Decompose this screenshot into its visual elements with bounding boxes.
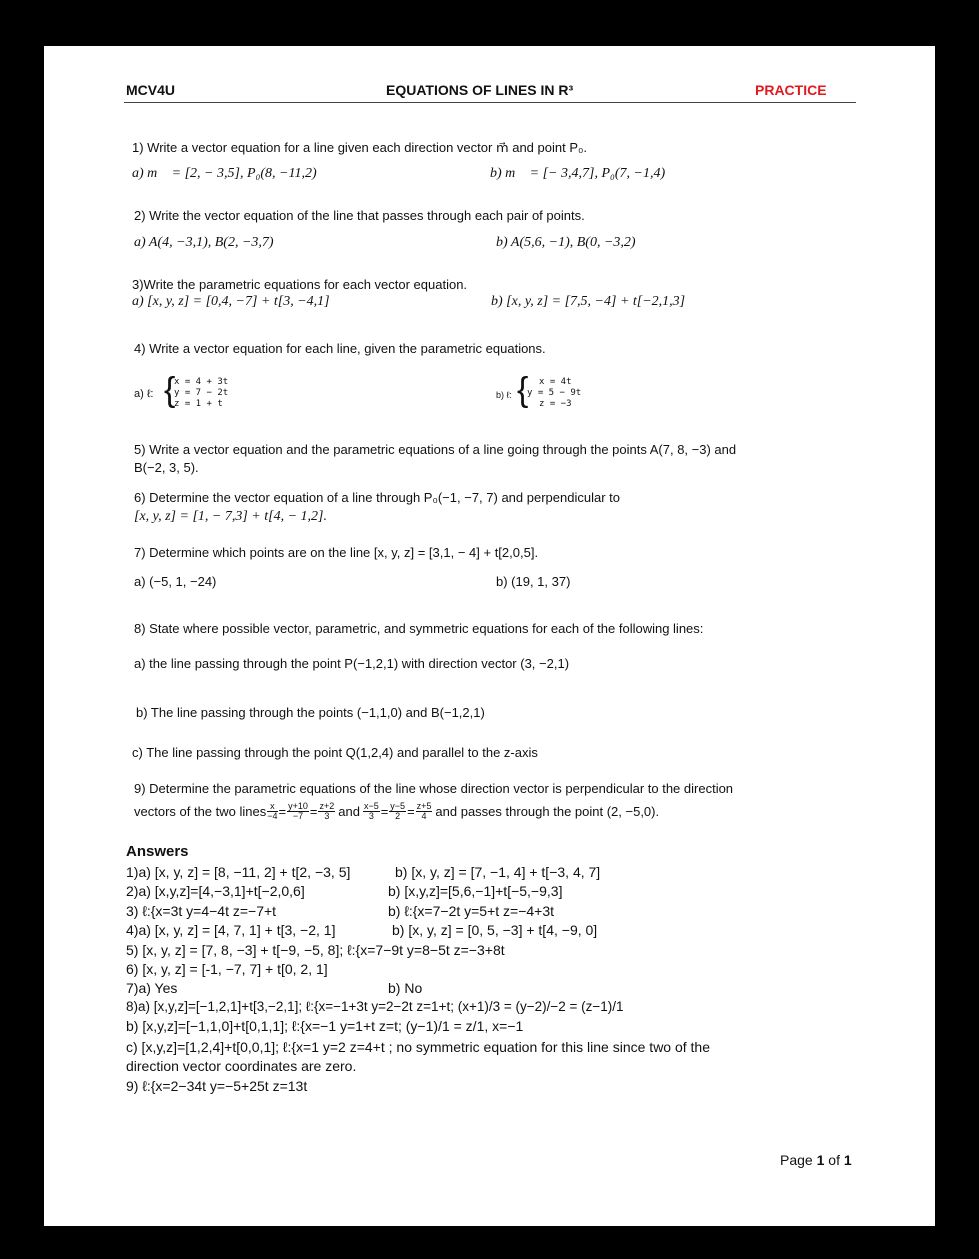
equals-sign: = <box>407 804 415 819</box>
denominator: 4 <box>421 811 427 821</box>
question-8-prompt: 8) State where possible vector, parametric, and symmetric equations for each of the following lines: <box>134 621 704 636</box>
question-8c: c) The line passing through the point Q(1,2,4) and parallel to the z-axis <box>132 745 538 760</box>
page-prefix: Page <box>780 1152 817 1168</box>
equation-line: y = 7 − 2t <box>174 388 229 398</box>
question-4-prompt: 4) Write a vector equation for each line, given the parametric equations. <box>134 341 546 356</box>
denominator: −4 <box>267 811 278 821</box>
course-code: MCV4U <box>126 82 176 98</box>
equation-line: x = 4 + 3t <box>174 377 229 387</box>
question-7-prompt: 7) Determine which points are on the line [x, y, z] = [3,1, − 4] + t[2,0,5]. <box>134 545 539 560</box>
answer-8a: 8)a) [x,y,z]=[−1,2,1]+t[3,−2,1]; ℓ:{x=−1+3t y=2−2t z=1+t; (x+1)/3 = (y−2)/−2 = (z−1)/1 <box>126 999 624 1014</box>
question-3a: a) [x, y, z] = [0,4, −7] + t[3, −4,1] <box>132 294 330 309</box>
equals-sign: = <box>309 804 318 819</box>
numerator: z+5 <box>416 801 432 811</box>
answer-8c-continued: direction vector coordinates are zero. <box>126 1058 357 1074</box>
practice-label: PRACTICE <box>755 82 827 98</box>
question-8b: b) The line passing through the points (−1,1,0) and B(−1,2,1) <box>136 705 485 720</box>
question-1b: b) m⃗ = [− 3,4,7], P₀(7, −1,4) <box>490 166 666 181</box>
fraction <box>287 802 309 821</box>
answer-7b: b) No <box>388 980 423 996</box>
question-2a: a) A(4, −3,1), B(2, −3,7) <box>134 235 274 250</box>
fraction <box>416 802 433 821</box>
fraction <box>363 802 380 821</box>
question-6-line1: 6) Determine the vector equation of a line through P₀(−1, −7, 7) and perpendicular to <box>134 490 620 505</box>
question-9-and: and <box>338 804 360 819</box>
answer-8c: c) [x,y,z]=[1,2,4]+t[0,0,1]; ℓ:{x=1 y=2 z=4+t ; no symmetric equation for this line since two of the <box>126 1039 711 1055</box>
brace-icon: { <box>164 371 176 409</box>
question-1a: a) m⃗ = [2, − 3,5], P₀(8, −11,2) <box>132 166 317 181</box>
fraction <box>318 802 335 821</box>
denominator: 2 <box>395 811 401 821</box>
answer-4b: b) [x, y, z] = [0, 5, −3] + t[4, −9, 0] <box>392 922 598 938</box>
equation-line: y = 5 − 9t <box>527 388 582 398</box>
question-9-line1: 9) Determine the parametric equations of the line whose direction vector is perpendicular to the direction <box>134 781 734 796</box>
answer-1b: b) [x, y, z] = [7, −1, 4] + t[−3, 4, 7] <box>395 864 601 880</box>
question-8a: a) the line passing through the point P(−1,2,1) with direction vector (3, −2,1) <box>134 656 570 671</box>
current-page: 1 <box>816 1152 825 1168</box>
answer-6: 6) [x, y, z] = [-1, −7, 7] + t[0, 2, 1] <box>126 961 328 977</box>
numerator: x−5 <box>363 801 379 811</box>
page-number <box>780 1152 852 1168</box>
question-2-prompt: 2) Write the vector equation of the line that passes through each pair of points. <box>134 208 585 223</box>
question-2b: b) A(5,6, −1), B(0, −3,2) <box>496 235 636 250</box>
question-3-prompt: 3)Write the parametric equations for each vector equation. <box>132 277 468 292</box>
question-4b-system <box>527 377 581 410</box>
question-9-text: vectors of the two lines <box>134 804 267 819</box>
page-separator: of <box>824 1152 844 1168</box>
question-5-line2: B(−2, 3, 5). <box>134 460 199 475</box>
question-3b: b) [x, y, z] = [7,5, −4] + t[−2,1,3] <box>491 294 686 309</box>
total-pages: 1 <box>843 1152 852 1168</box>
question-4a-label: a) ℓ: <box>134 388 154 400</box>
answer-3a: 3) ℓ:{x=3t y=4−4t z=−7+t <box>126 903 277 919</box>
header-rule <box>124 102 856 103</box>
denominator: 3 <box>324 811 330 821</box>
denominator: −7 <box>292 811 304 821</box>
numerator: y−5 <box>390 801 406 811</box>
worksheet-page <box>44 46 935 1226</box>
question-7b: b) (19, 1, 37) <box>496 574 571 589</box>
question-4a-system <box>174 377 228 410</box>
question-9-text: and passes through the point (2, −5,0). <box>435 804 660 819</box>
answer-1a: 1)a) [x, y, z] = [8, −11, 2] + t[2, −3, 5] <box>126 864 351 880</box>
answer-5: 5) [x, y, z] = [7, 8, −3] + t[−9, −5, 8]; ℓ:{x=7−9t y=8−5t z=−3+8t <box>126 942 505 958</box>
answer-8b: b) [x,y,z]=[−1,1,0]+t[0,1,1]; ℓ:{x=−1 y=1+t z=t; (y−1)/1 = z/1, x=−1 <box>126 1018 524 1034</box>
equation-line: z = 1 + t <box>174 399 223 409</box>
answers-heading: Answers <box>126 843 189 860</box>
numerator: y+10 <box>288 801 308 811</box>
equation-line: x = 4t <box>539 377 572 387</box>
brace-icon: { <box>517 371 529 409</box>
answer-2a: 2)a) [x,y,z]=[4,−3,1]+t[−2,0,6] <box>126 883 305 899</box>
answer-9: 9) ℓ:{x=2−34t y=−5+25t z=13t <box>126 1078 308 1094</box>
question-1-prompt: 1) Write a vector equation for a line given each direction vector m⃗ and point P₀. <box>132 140 588 155</box>
question-6-line2: [x, y, z] = [1, − 7,3] + t[4, − 1,2]. <box>134 509 327 524</box>
answer-7a: 7)a) Yes <box>126 980 178 996</box>
denominator: 3 <box>368 811 374 821</box>
question-5-line1: 5) Write a vector equation and the parametric equations of a line going through the points A(7, 8, −3) and <box>134 442 737 457</box>
question-9-line2 <box>134 802 659 821</box>
equals-sign: = <box>278 804 287 819</box>
fraction <box>267 802 277 821</box>
answer-4a: 4)a) [x, y, z] = [4, 7, 1] + t[3, −2, 1] <box>126 922 336 938</box>
answer-2b: b) [x,y,z]=[5,6,−1]+t[−5,−9,3] <box>388 883 563 899</box>
equals-sign: = <box>380 804 389 819</box>
page-title: EQUATIONS OF LINES IN R³ <box>386 82 574 98</box>
fraction <box>389 802 406 821</box>
numerator: z+2 <box>319 801 335 811</box>
question-4b-label: b) ℓ: <box>496 390 512 400</box>
answer-3b: b) ℓ:{x=7−2t y=5+t z=−4+3t <box>388 903 555 919</box>
equation-line: z = −3 <box>539 399 572 409</box>
numerator: x <box>267 802 277 812</box>
question-7a: a) (−5, 1, −24) <box>134 574 217 589</box>
